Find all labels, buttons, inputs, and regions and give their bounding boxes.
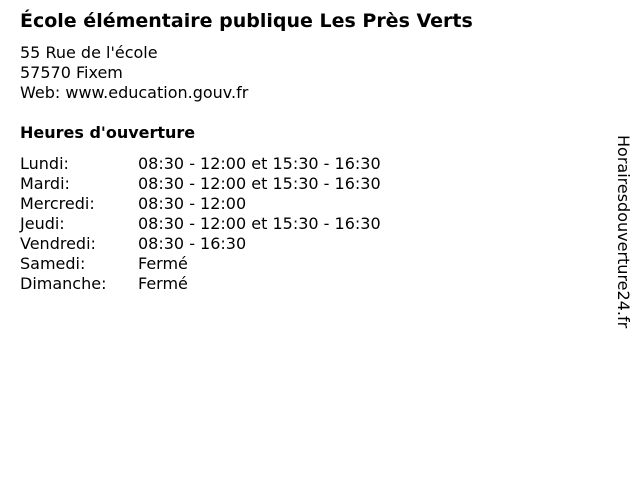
watermark-text: Horairesdouverture24.fr <box>614 135 633 329</box>
hours-table <box>20 154 381 294</box>
time-value: 08:30 - 12:00 et 15:30 - 16:30 <box>138 174 381 193</box>
day-label: Jeudi: <box>20 214 65 233</box>
day-label: Dimanche: <box>20 274 107 293</box>
time-value: Fermé <box>138 254 188 273</box>
hours-row-tuesday <box>20 174 381 194</box>
hours-row-thursday <box>20 214 381 234</box>
hours-row-wednesday <box>20 194 381 214</box>
time-value: 08:30 - 16:30 <box>138 234 247 253</box>
hours-row-saturday <box>20 254 381 274</box>
address-block <box>20 43 248 103</box>
time-value: 08:30 - 12:00 et 15:30 - 16:30 <box>138 154 381 173</box>
day-label: Mardi: <box>20 174 70 193</box>
time-value: 08:30 - 12:00 <box>138 194 247 213</box>
time-value: 08:30 - 12:00 et 15:30 - 16:30 <box>138 214 381 233</box>
day-label: Vendredi: <box>20 234 96 253</box>
day-label: Samedi: <box>20 254 86 273</box>
page-title: École élémentaire publique Les Près Verts <box>20 10 473 32</box>
address-street: 55 Rue de l'école <box>20 43 158 62</box>
watermark <box>610 135 636 345</box>
website-text: Web: www.education.gouv.fr <box>20 83 249 102</box>
time-value: Fermé <box>138 274 188 293</box>
address-city: 57570 Fixem <box>20 63 123 82</box>
hours-heading: Heures d'ouverture <box>20 123 196 142</box>
day-label: Lundi: <box>20 154 69 173</box>
day-label: Mercredi: <box>20 194 95 213</box>
hours-row-friday <box>20 234 381 254</box>
hours-row-sunday <box>20 274 381 294</box>
hours-row-monday <box>20 154 381 174</box>
